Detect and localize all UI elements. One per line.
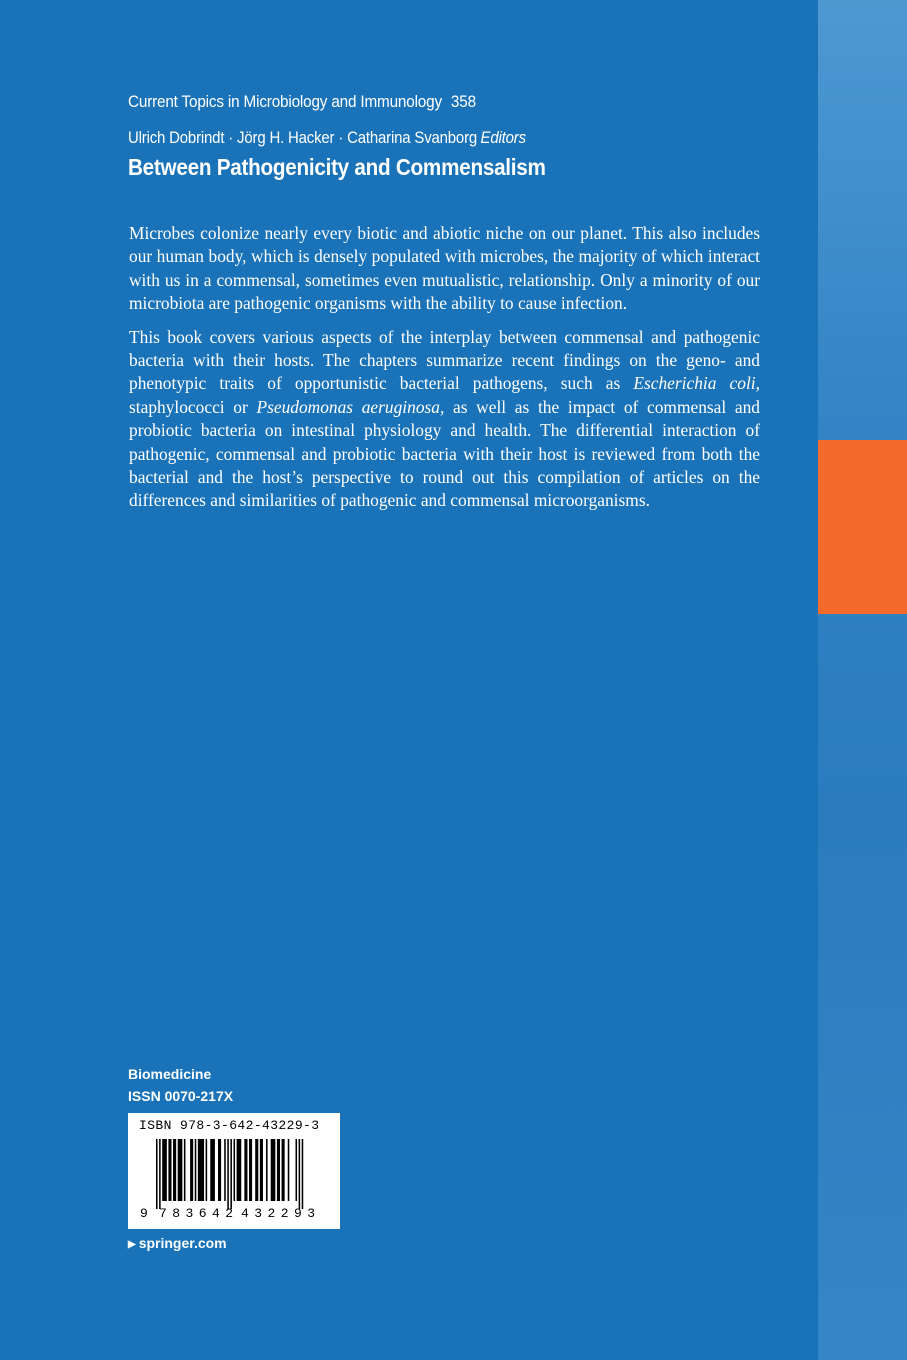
barcode-bar	[244, 1139, 247, 1201]
barcode-bar	[156, 1139, 158, 1209]
barcode-bar	[266, 1139, 268, 1201]
barcode-bar	[190, 1139, 193, 1201]
series-title	[128, 92, 476, 112]
barcode-bar	[159, 1139, 161, 1209]
publisher-link-text[interactable]: springer.com	[138, 1235, 227, 1251]
ean-first-digit: 9	[140, 1206, 148, 1221]
editors-line	[128, 128, 526, 148]
barcode-bar	[184, 1139, 186, 1201]
editor-names: Ulrich Dobrindt · Jörg H. Hacker · Catharina Svanborg	[128, 128, 478, 147]
barcode-bar	[288, 1139, 290, 1201]
barcode-bar	[234, 1139, 236, 1201]
barcode-bar	[210, 1139, 215, 1201]
barcode-bar	[282, 1139, 285, 1201]
subject-category: Biomedicine	[128, 1066, 212, 1082]
ean-left-digits: 783642	[159, 1206, 233, 1221]
barcode-bar	[271, 1139, 276, 1201]
paragraph-2-part-b: , staphylococci or	[129, 373, 760, 417]
editors-role: Editors	[480, 128, 526, 147]
orange-accent-tab	[818, 440, 907, 614]
barcode-bar	[260, 1139, 263, 1201]
barcode-bar	[218, 1139, 221, 1201]
book-description	[129, 222, 760, 523]
barcode-bar	[198, 1139, 204, 1201]
barcode-bar	[206, 1139, 208, 1201]
description-paragraph-1: Microbes colonize nearly every biotic and abiotic niche on our planet. This also includes our human body, which is densely populated with microbes, the majority of which interact with us in a commensal, sometimes even mutualistic, relationship. Only a minority of our microbiota are pathogenic organisms with the ability to cause infection.	[129, 223, 760, 314]
arrow-right-icon: ▶	[128, 1239, 136, 1250]
barcode-bar	[277, 1139, 280, 1201]
publisher-link[interactable]	[128, 1235, 227, 1251]
barcode-bar	[168, 1139, 171, 1201]
species-escherichia-coli: Escherichia coli	[633, 373, 756, 394]
paragraph-2-part-c: , as well as the impact of commensal and probiotic bacteria on intestinal physiology and health. The differential interaction of pathogenic, commensal and probiotic bacteria with their host is reviewed from both the bacterial and the host’s perspective to round out this compilation of articles on the differences and similarities of pathogenic and commensal microorganisms.	[129, 396, 760, 511]
barcode-bar	[224, 1139, 226, 1201]
barcode-bar	[230, 1139, 232, 1209]
barcode-bar	[296, 1139, 298, 1201]
book-title: Between Pathogenicity and Commensalism	[128, 154, 546, 180]
issn-number: ISSN 0070-217X	[128, 1088, 234, 1104]
barcode-bar	[195, 1139, 197, 1201]
barcode-bar	[302, 1139, 304, 1209]
description-paragraph-2	[129, 326, 760, 513]
barcode-bar	[178, 1139, 183, 1201]
series-name: Current Topics in Microbiology and Immunology	[128, 92, 442, 111]
barcode-bars	[156, 1139, 303, 1209]
barcode-bar	[237, 1139, 242, 1201]
series-volume: 358	[450, 92, 476, 111]
barcode-bar	[173, 1139, 176, 1201]
isbn-label: ISBN 978-3-642-43229-3	[139, 1118, 320, 1133]
barcode-bar	[249, 1139, 252, 1201]
barcode-box	[128, 1113, 340, 1229]
species-pseudomonas-aeruginosa: Pseudomonas aeruginosa	[256, 396, 440, 417]
barcode-bar	[227, 1139, 229, 1209]
barcode-bar	[162, 1139, 167, 1201]
spine-strip	[818, 0, 907, 1360]
paragraph-2-part-a: This book covers various aspects of the interplay between commensal and pathogenic bacteria with their hosts. The chapters summarize recent findings on the geno- and phenotypic traits of opportunistic bacterial pathogens, such as	[129, 326, 760, 394]
barcode-bar	[255, 1139, 258, 1201]
barcode-bar	[299, 1139, 301, 1209]
ean-right-digits: 432293	[241, 1206, 315, 1221]
